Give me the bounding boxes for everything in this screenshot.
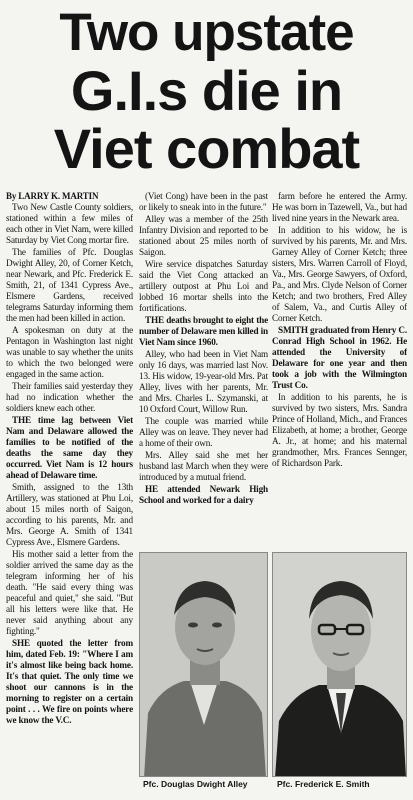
headline-line-1: Two upstate: [59, 3, 354, 62]
headline: [6, 4, 407, 178]
paragraph: Mrs. Alley said she met her husband last March when they were introduced by a mutual friend.: [139, 450, 268, 482]
paragraph: THE deaths brought to eight the number of Delaware men killed in Viet Nam since 1960.: [139, 315, 268, 347]
paragraph: SMITH graduated from Henry C. Conrad High School in 1962. He attended the University of Delaware for one year and then took a job with the Wilmington Trust Co.: [272, 325, 407, 390]
portrait-illustration: [140, 553, 268, 777]
paragraph: The families of Pfc. Douglas Dwight Alley, 20, of Corner Ketch, near Newark, and Pfc. Frederick E. Smith, 21, of 1341 Cypress Ave., Elsmere Gardens, received telegrams Saturday informing them the men had been killed in action.: [6, 247, 133, 323]
paragraph: His mother said a letter from the soldier arrived the same day as the telegram informing her of his death. "He said every thing was peaceful and quiet," she said. "But all his letters were like that. He never said anything about any fighting.": [6, 549, 133, 636]
byline: By LARRY K. MARTIN: [6, 191, 99, 201]
paragraph: THE time lag between Viet Nam and Delaware allowed the families to be notified of the deaths the same day they occurred. Viet Nam is 12 hours ahead of Delaware time.: [6, 415, 133, 480]
paragraph: In addition to his parents, he is survived by two sisters, Mrs. Sandra Prince of Holland, Mich., and Frances Elizabeth, at home; a brother, George A. Jr., at home; and his maternal grandmother, Mrs. Frances Sennger, of Richardson Park.: [272, 392, 407, 468]
article-column-2: [139, 191, 268, 551]
paragraph: Their families said yesterday they had no indication whether the soldiers knew each other.: [6, 381, 133, 413]
paragraph: The couple was married while Alley was on leave. They never had a home of their own.: [139, 416, 268, 448]
paragraph: farm before he entered the Army. He was born in Tazewell, Va., but had lived nine years in the Newark area.: [272, 191, 407, 223]
paragraph: Alley, who had been in Viet Nam only 16 days, was married last Nov. 13. His widow, 19-year-old Mrs. Pat Alley, lives with her parents, Mr. and Mrs. Charles L. Szymanski, at 10 Oxford Court, Willow Run.: [139, 349, 268, 414]
article-column-1: [6, 191, 133, 789]
headline-line-3: Viet combat: [53, 117, 360, 180]
portrait-illustration: [273, 553, 407, 777]
paragraph: Smith, assigned to the 13th Artillery, was stationed at Phu Loi, about 15 miles north of Saigon, according to his parents, Mr. and Mrs. George A. Smith of 1341 Cypress Ave., Elsmere Gardens.: [6, 482, 133, 547]
photo-caption-smith: Pfc. Frederick E. Smith: [277, 779, 370, 789]
paragraph: Wire service dispatches Saturday said the Viet Cong attacked an artillery outpost at Phu Loi and lobbed 16 mortar shells into the fortifications.: [139, 259, 268, 313]
portrait-photo-smith: [272, 552, 407, 777]
paragraph: SHE quoted the letter from him, dated Feb. 19: "Where I am it's almost like being back home. It's that quiet. The only time we shoot our cannons is in the morning to register on a certain point . . . We fire on points where we know the V.C.: [6, 638, 133, 725]
paragraph: HE attended Newark High School and worked for a dairy: [139, 484, 268, 505]
paragraph: Alley was a member of the 25th Infantry Division and reported to be stationed about 25 miles north of Saigon.: [139, 214, 268, 257]
paragraph: In addition to his widow, he is survived by his parents, Mr. and Mrs. Garney Alley of Corner Ketch; three sisters, Mrs. Warren Carroll of Floyd, Va., Mrs. George Sawyers, of Oxford, Pa., and Mrs. Clyde Nelson of Corner Ketch; and two brothers, Fred Alley of Salem, Va., and Curtis Alley of Corner Ketch.: [272, 225, 407, 323]
paragraph: Two New Castle County soldiers, stationed within a few miles of each other in Viet Nam, were killed Saturday by Viet Cong mortar fire.: [6, 202, 133, 245]
portrait-photo-alley: [139, 552, 268, 777]
headline-line-2: G.I.s die in: [70, 59, 343, 122]
photo-caption-alley: Pfc. Douglas Dwight Alley: [143, 779, 248, 789]
paragraph: (Viet Cong) have been in the past or likely to sneak into in the future.": [139, 191, 268, 212]
paragraph: A spokesman on duty at the Pentagon in Washington last night was unable to say whether the units to which the two belonged were engaged in the same action.: [6, 325, 133, 379]
article-column-3: [272, 191, 407, 551]
